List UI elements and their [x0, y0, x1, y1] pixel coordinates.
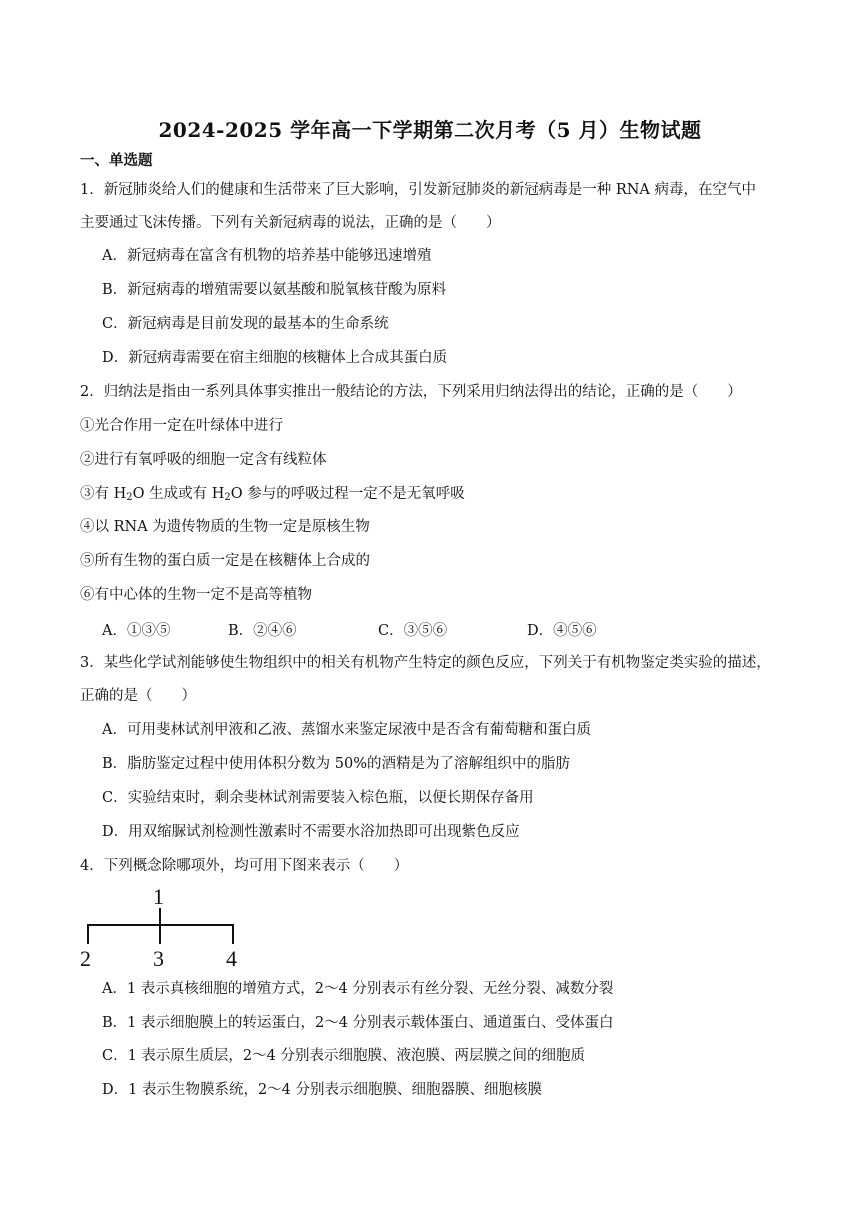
q4-option-c: C．1 表示原生质层，2～4 分别表示细胞膜、液泡膜、两层膜之间的细胞质 — [102, 1048, 585, 1064]
q2-statement-6: ⑥有中心体的生物一定不是高等植物 — [80, 587, 312, 603]
q3-stem-line2: 正确的是（ ） — [80, 688, 196, 704]
q2-option-c: C．③⑤⑥ — [378, 623, 448, 639]
page-title: 2024-2025 学年高一下学期第二次月考（5 月）生物试题 — [158, 118, 702, 142]
q3-option-a: A．可用斐林试剂甲液和乙液、蒸馏水来鉴定尿液中是否含有葡萄糖和蛋白质 — [102, 722, 591, 738]
q3-option-c: C．实验结束时，剩余斐林试剂需要装入棕色瓶，以便长期保存备用 — [102, 790, 534, 806]
q4-option-b: B．1 表示细胞膜上的转运蛋白，2～4 分别表示载体蛋白、通道蛋白、受体蛋白 — [102, 1015, 614, 1031]
q1-option-c: C．新冠病毒是目前发现的最基本的生命系统 — [102, 316, 389, 332]
q2-statement-5: ⑤所有生物的蛋白质一定是在核糖体上合成的 — [80, 553, 370, 569]
q2-option-b: B．②④⑥ — [228, 623, 297, 639]
diagram-node-2: 2 — [80, 946, 91, 971]
q1-option-d: D．新冠病毒需要在宿主细胞的核糖体上合成其蛋白质 — [102, 350, 448, 366]
q2-option-d: D．④⑤⑥ — [527, 623, 597, 639]
q4-stem: 4．下列概念除哪项外，均可用下图来表示（ ） — [80, 858, 409, 874]
q4-option-d: D．1 表示生物膜系统，2～4 分别表示细胞膜、细胞器膜、细胞核膜 — [102, 1082, 543, 1098]
q2-statement-3: ③有 $H_2O$ 生成或有 $H_2O$ 参与的呼吸过程一定不是无氧呼吸 — [80, 486, 465, 503]
diagram-node-1: 1 — [153, 884, 164, 909]
q2-statement-4: ④以 RNA 为遗传物质的生物一定是原核生物 — [80, 519, 370, 535]
q2-statement-1: ①光合作用一定在叶绿体中进行 — [80, 418, 283, 434]
q1-stem-line2: 主要通过飞沫传播。下列有关新冠病毒的说法，正确的是（ ） — [80, 215, 501, 231]
q3-option-b: B．脂肪鉴定过程中使用体积分数为 50%的酒精是为了溶解组织中的脂肪 — [102, 756, 570, 772]
q3-stem-line1: 3．某些化学试剂能够使生物组织中的相关有机物产生特定的颜色反应，下列关于有机物鉴定类实验的描述， — [80, 655, 771, 671]
q2-options — [102, 619, 822, 639]
q1-stem-line1: 1．新冠肺炎给人们的健康和生活带来了巨大影响，引发新冠肺炎的新冠病毒是一种 RNA 病毒，在空气中 — [80, 182, 757, 198]
section-heading: 一、单选题 — [80, 152, 153, 169]
concept-tree-diagram — [76, 880, 246, 972]
q1-option-a: A．新冠病毒在富含有机物的培养基中能够迅速增殖 — [102, 248, 432, 264]
q2-option-a: A．①③⑤ — [102, 623, 171, 639]
diagram-node-4: 4 — [226, 946, 237, 971]
q2-stem: 2．归纳法是指由一系列具体事实推出一般结论的方法，下列采用归纳法得出的结论，正确的是（ ） — [80, 384, 742, 400]
q2-statement-2: ②进行有氧呼吸的细胞一定含有线粒体 — [80, 452, 327, 468]
q4-option-a: A．1 表示真核细胞的增殖方式，2～4 分别表示有丝分裂、无丝分裂、减数分裂 — [102, 981, 614, 997]
q3-option-d: D．用双缩脲试剂检测性激素时不需要水浴加热即可出现紫色反应 — [102, 824, 520, 840]
diagram-node-3: 3 — [153, 946, 164, 971]
q1-option-b: B．新冠病毒的增殖需要以氨基酸和脱氧核苷酸为原料 — [102, 282, 447, 298]
